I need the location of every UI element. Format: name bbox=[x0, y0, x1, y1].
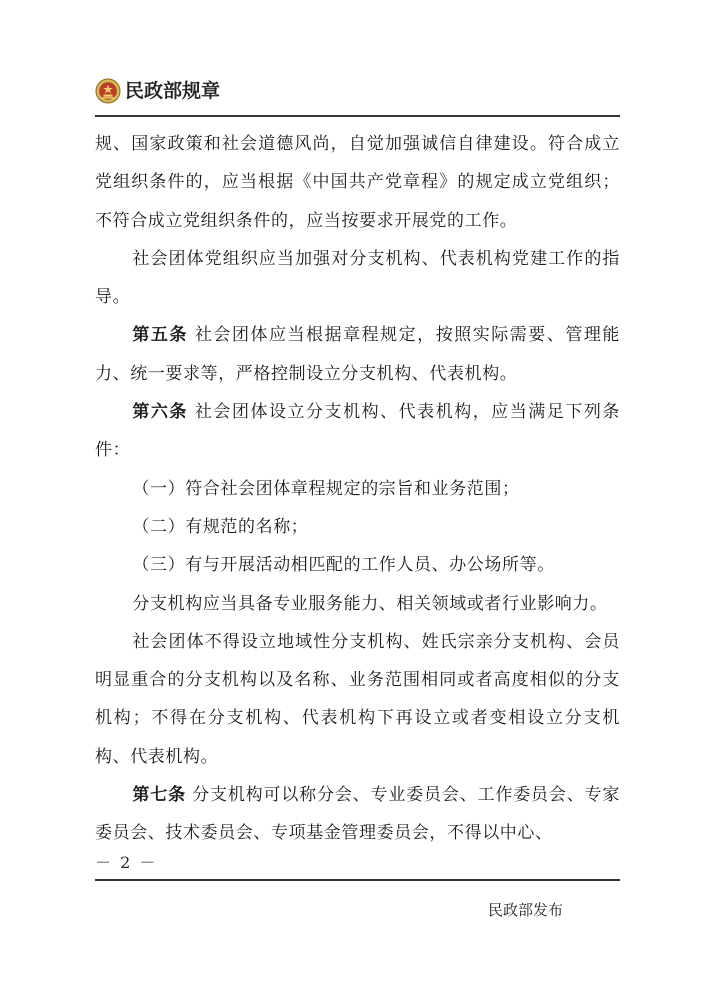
paragraph-text: 社会团体设立分支机构、代表机构，应当满足下列条件： bbox=[95, 402, 620, 461]
paragraph-continuation bbox=[95, 125, 620, 240]
header-divider bbox=[95, 115, 620, 117]
article-6 bbox=[95, 393, 620, 470]
page-header bbox=[95, 72, 620, 112]
paragraph-text: 规、国家政策和社会道德风尚，自觉加强诚信自律建设。符合成立党组织条件的，应当根据《中国共产党章程》的规定成立党组织；不符合成立党组织条件的，应当按要求开展党的工作。 bbox=[95, 134, 620, 231]
paragraph bbox=[95, 240, 620, 317]
footer-publisher: 民政部发布 bbox=[488, 901, 564, 919]
national-emblem-icon bbox=[95, 78, 121, 104]
header-title: 民政部规章 bbox=[125, 80, 221, 102]
paragraph-text: （三）有与开展活动相匹配的工作人员、办公场所等。 bbox=[132, 555, 555, 576]
footer-divider bbox=[95, 879, 620, 881]
paragraph-text: 分支机构可以称分会、专业委员会、工作委员会、专家委员会、技术委员会、专项基金管理委员会，不得以中心、 bbox=[95, 785, 620, 844]
paragraph-text: 社会团体应当根据章程规定，按照实际需要、管理能力、统一要求等，严格控制设立分支机构、代表机构。 bbox=[95, 325, 620, 384]
paragraph-text: 社会团体党组织应当加强对分支机构、代表机构党建工作的指导。 bbox=[95, 248, 620, 308]
list-item bbox=[95, 470, 620, 508]
paragraph bbox=[95, 585, 620, 623]
page-number: － 2 － bbox=[95, 853, 158, 872]
article-number: 第五条 bbox=[132, 325, 188, 346]
paragraph-text: （一）符合社会团体章程规定的宗旨和业务范围； bbox=[132, 478, 520, 499]
list-item bbox=[95, 508, 620, 546]
article-number: 第七条 bbox=[132, 785, 186, 806]
paragraph-text: 社会团体不得设立地域性分支机构、姓氏宗亲分支机构、会员明显重合的分支机构以及名称、业务范围相同或者高度相似的分支机构；不得在分支机构、代表机构下再设立或者变相设立分支机构、代表机构。 bbox=[95, 631, 620, 767]
paragraph-text: （二）有规范的名称； bbox=[132, 516, 309, 537]
paragraph-text: 分支机构应当具备专业服务能力、相关领域或者行业影响力。 bbox=[132, 593, 608, 614]
document-body bbox=[95, 125, 620, 853]
article-number: 第六条 bbox=[132, 402, 188, 423]
article-7 bbox=[95, 776, 620, 853]
paragraph bbox=[95, 623, 620, 776]
article-5 bbox=[95, 316, 620, 393]
list-item bbox=[95, 546, 620, 584]
